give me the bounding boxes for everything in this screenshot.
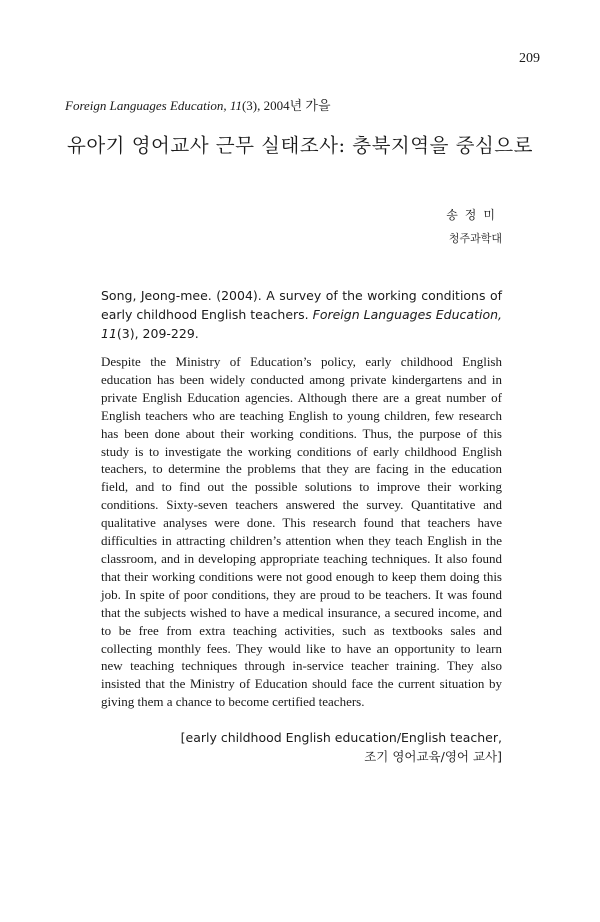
- citation-volume: 11: [101, 326, 117, 341]
- citation-pages: (3), 209-229.: [116, 326, 199, 341]
- citation-prefix: Song, Jeong-mee. (2004). A survey of the working conditions of early childhood English teachers.: [101, 288, 502, 322]
- citation-journal: Foreign Languages Education,: [312, 307, 502, 322]
- author-affiliation: 청주과학대: [448, 232, 502, 245]
- journal-name: Foreign Languages Education,: [65, 98, 227, 113]
- journal-issue-date: (3), 2004년 가을: [241, 98, 331, 113]
- citation: [101, 286, 502, 343]
- author-name: 송정미: [446, 208, 502, 222]
- keywords-english: [early childhood English education/English teacher,: [180, 730, 502, 745]
- paper-title: 유아기 영어교사 근무 실태조사: 충북지역을 중심으로: [67, 134, 533, 157]
- journal-header: [65, 95, 331, 114]
- keywords-korean: 조기 영어교육/영어 교사]: [364, 749, 502, 764]
- abstract: Despite the Ministry of Education’s policy, early childhood English education has been widely conducted among private kindergartens and in private English Education agencies. Although there are a great number of English teachers who are teaching English to young children, few research has been done about their working conditions. Thus, the purpose of this study is to investigate the working conditions of early childhood English teachers, to determine the problems that they are facing in the education field, and to find out the possible solutions to improve their working conditions. Sixty-seven teachers answered the survey. Quantitative and qualitative analyses were done. This research found that teachers have difficulties in attracting children’s attention when they teach English in the classroom, and in developing appropriate teaching techniques. It also found that their working conditions were not good enough to keep them doing this job. In spite of poor conditions, they are proud to be teachers. It was found that the subjects wished to have a medical insurance, a secured income, and to be free from extra teaching activities, such as textbooks sales and collecting monthly fees. They would like to have an opportunity to learn new teaching techniques through in-service teacher training. They also insisted that the Ministry of Education should face the current situation by giving them a chance to become certified teachers.: [101, 354, 502, 710]
- keywords: [181, 728, 502, 766]
- journal-volume: 11: [229, 98, 242, 113]
- page-number: 209: [519, 51, 540, 66]
